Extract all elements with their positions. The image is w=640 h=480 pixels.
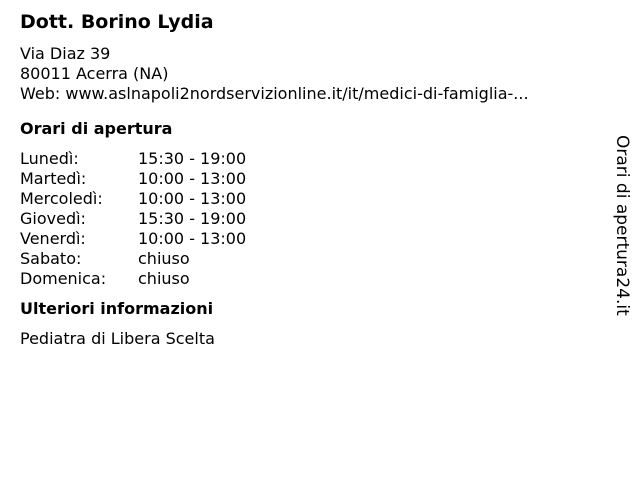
hours-day: Giovedì: xyxy=(20,209,86,228)
hours-row-thursday xyxy=(20,209,600,229)
hours-row-sunday xyxy=(20,269,600,289)
hours-time: 15:30 - 19:00 xyxy=(138,149,247,168)
opening-hours-title: Orari di apertura xyxy=(20,119,173,138)
hours-day: Lunedì: xyxy=(20,149,79,168)
hours-day: Sabato: xyxy=(20,249,82,268)
website-link[interactable]: Web: www.aslnapoli2nordservizionline.it/it/medici-di-famiglia-... xyxy=(20,84,529,103)
hours-row-saturday xyxy=(20,249,600,269)
hours-time: 10:00 - 13:00 xyxy=(138,189,247,208)
brand-watermark: Orari di apertura24.it xyxy=(612,135,632,316)
additional-info-title: Ulteriori informazioni xyxy=(20,299,214,318)
hours-day: Venerdì: xyxy=(20,229,86,248)
doctor-name: Dott. Borino Lydia xyxy=(20,11,214,33)
hours-row-monday xyxy=(20,149,600,169)
address-street: Via Diaz 39 xyxy=(20,44,111,63)
doctor-card xyxy=(20,10,600,349)
opening-hours-table xyxy=(20,149,600,289)
hours-day: Mercoledì: xyxy=(20,189,103,208)
hours-row-wednesday xyxy=(20,189,600,209)
additional-info-text: Pediatra di Libera Scelta xyxy=(20,329,215,348)
hours-day: Martedì: xyxy=(20,169,87,188)
hours-time: 15:30 - 19:00 xyxy=(138,209,247,228)
hours-time: 10:00 - 13:00 xyxy=(138,169,247,188)
address-city: 80011 Acerra (NA) xyxy=(20,64,169,83)
hours-time: 10:00 - 13:00 xyxy=(138,229,247,248)
hours-row-tuesday xyxy=(20,169,600,189)
hours-day: Domenica: xyxy=(20,269,107,288)
hours-row-friday xyxy=(20,229,600,249)
hours-time: chiuso xyxy=(138,249,190,268)
hours-time: chiuso xyxy=(138,269,190,288)
